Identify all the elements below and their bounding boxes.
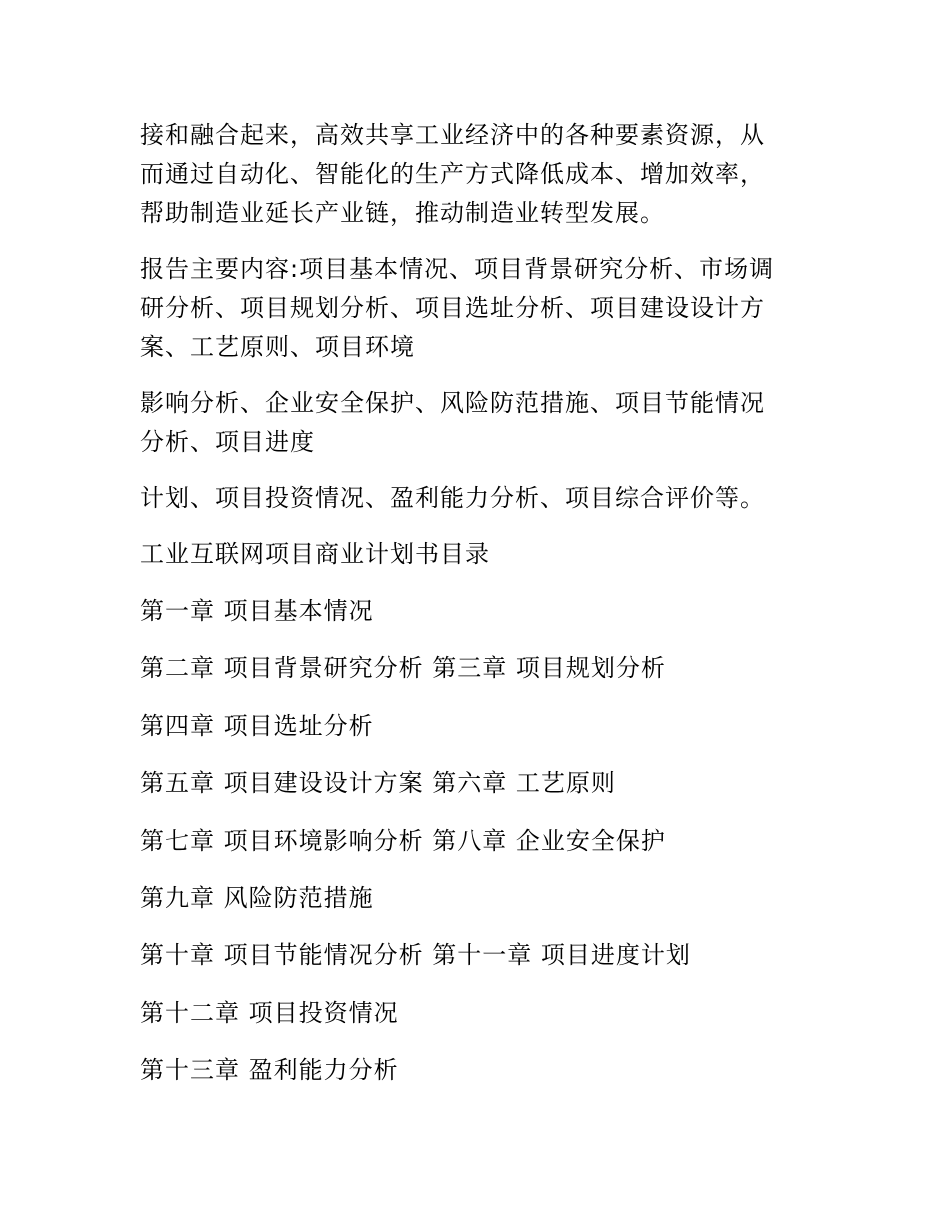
toc-entry: 第五章 项目建设设计方案 第六章 工艺原则 [140, 769, 616, 798]
toc-list [140, 592, 950, 1090]
text-line: 计划、项目投资情况、盈利能力分析、项目综合评价等。 [140, 484, 765, 512]
toc-entry: 第十三章 盈利能力分析 [140, 1056, 399, 1085]
text-line: 研分析、项目规划分析、项目选址分析、项目建设设计方 [140, 294, 765, 322]
toc-entry: 第七章 项目环境影响分析 第八章 企业安全保护 [140, 826, 666, 855]
text-line: 报告主要内容:项目基本情况、项目背景研究分析、市场调 [140, 255, 775, 283]
toc-entry: 第四章 项目选址分析 [140, 711, 374, 740]
toc-entry: 第九章 风险防范措施 [140, 883, 374, 912]
text-line: 分析、项目进度 [140, 428, 315, 456]
intro-paragraph [140, 116, 810, 233]
report-contents-end-paragraph [140, 479, 810, 518]
text-line: 影响分析、企业安全保护、风险防范措施、项目节能情况 [140, 389, 765, 417]
toc-entry: 第十章 项目节能情况分析 第十一章 项目进度计划 [140, 941, 691, 970]
toc-title: 工业互联网项目商业计划书目录 [140, 540, 490, 568]
text-line: 接和融合起来，高效共享工业经济中的各种要素资源，从 [140, 121, 765, 149]
report-contents-paragraph [140, 250, 810, 367]
report-contents-continued-paragraph [140, 384, 810, 462]
toc-entry: 第二章 项目背景研究分析 第三章 项目规划分析 [140, 654, 666, 683]
text-line: 案、工艺原则、项目环境 [140, 333, 415, 361]
toc-entry: 第十二章 项目投资情况 [140, 998, 399, 1027]
toc-entry: 第一章 项目基本情况 [140, 597, 374, 625]
text-line: 而通过自动化、智能化的生产方式降低成本、增加效率， [140, 160, 765, 188]
text-line: 帮助制造业延长产业链，推动制造业转型发展。 [140, 199, 665, 227]
